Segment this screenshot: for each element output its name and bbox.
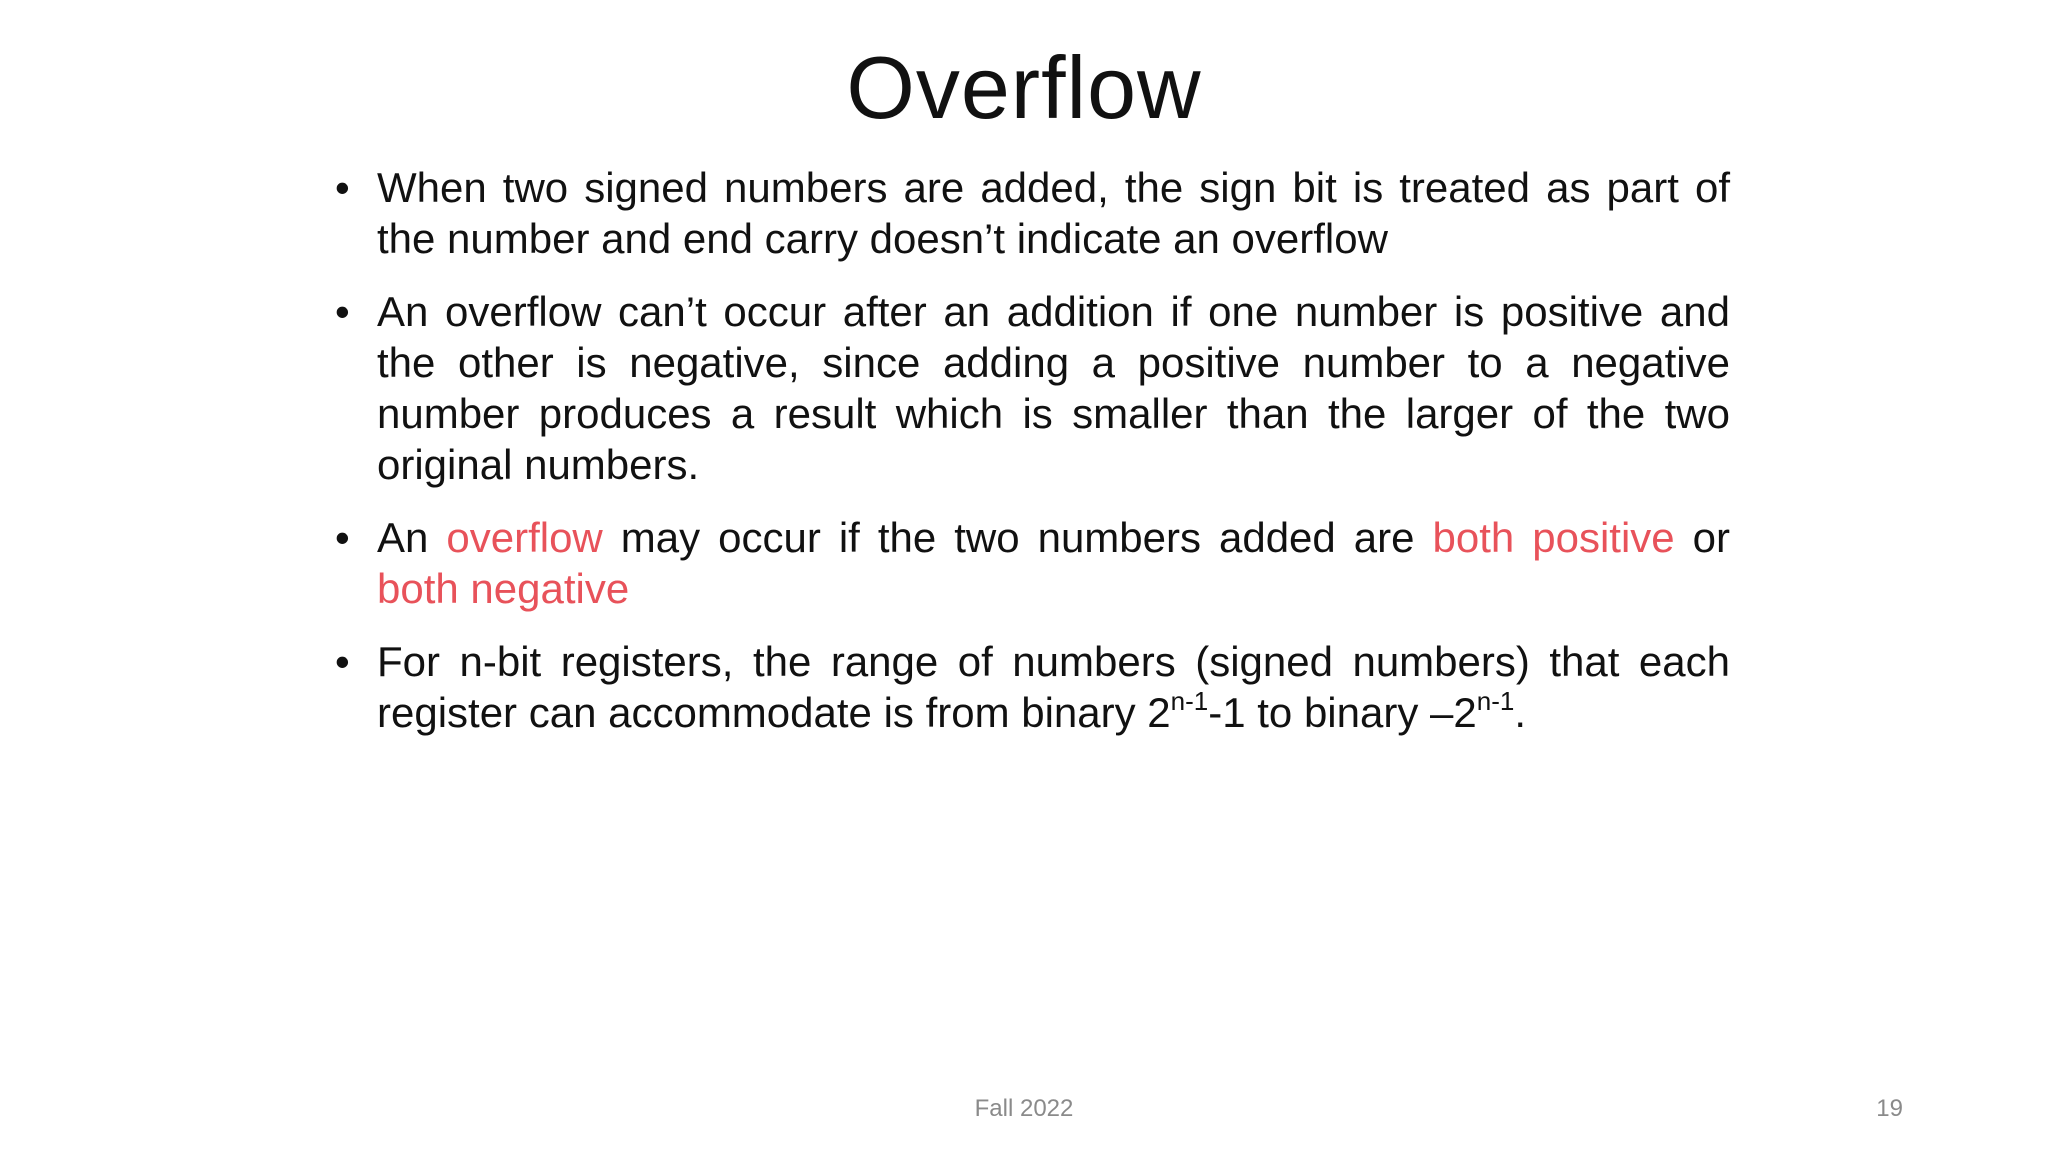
text-segment: -1 to binary –2 xyxy=(1208,689,1477,736)
bullet-item-3 xyxy=(335,512,1730,614)
bullet-marker: • xyxy=(335,514,350,561)
highlight-both-positive: both positive xyxy=(1432,514,1675,561)
bullet-marker: • xyxy=(335,164,350,211)
bullet-item-2 xyxy=(335,286,1730,490)
superscript-exponent: n-1 xyxy=(1170,686,1209,716)
slide-number: 19 xyxy=(1876,1095,1903,1122)
bullet-list xyxy=(335,162,1730,760)
text-segment: may occur if the two numbers added are xyxy=(602,514,1433,561)
bullet-text xyxy=(377,512,1730,614)
text-segment: or xyxy=(1674,514,1730,561)
superscript-exponent: n-1 xyxy=(1476,686,1515,716)
bullet-item-1 xyxy=(335,162,1730,264)
highlight-overflow: overflow xyxy=(446,514,603,561)
bullet-marker: • xyxy=(335,638,350,685)
bullet-text: When two signed numbers are added, the sign bit is treated as part of the number and end carry doesn’t indicate an overflow xyxy=(377,164,1730,262)
text-segment: An xyxy=(377,514,447,561)
text-segment: . xyxy=(1514,689,1526,736)
slide-title: Overflow xyxy=(846,38,1202,137)
bullet-text xyxy=(377,636,1730,738)
bullet-text: An overflow can’t occur after an addition if one number is positive and the other is negative, since adding a positive number to a negative number produces a result which is smaller than the larger of the two original numbers. xyxy=(377,288,1730,488)
highlight-both-negative: both negative xyxy=(377,565,630,612)
bullet-item-4 xyxy=(335,636,1730,738)
bullet-marker: • xyxy=(335,288,350,335)
text-segment: For n-bit registers, the range of numbers (signed numbers) that each register can accommodate is from binary 2 xyxy=(377,638,1730,736)
footer-date: Fall 2022 xyxy=(974,1095,1074,1122)
